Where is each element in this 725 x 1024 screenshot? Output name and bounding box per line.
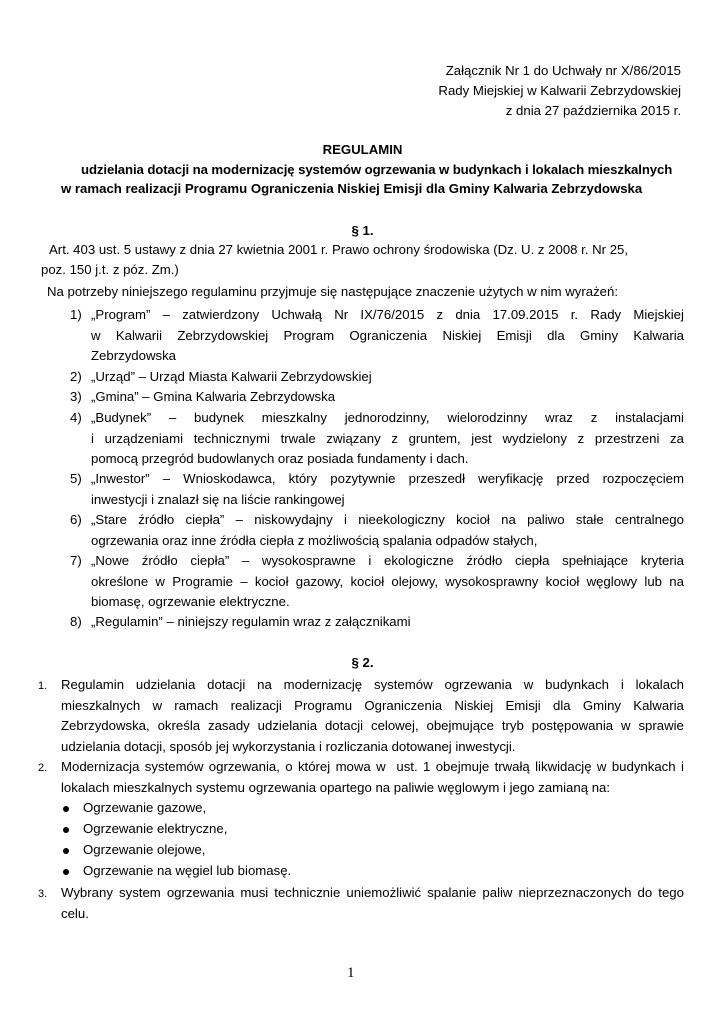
definition-text-line: Zebrzydowska <box>91 348 177 363</box>
definition-text-line: „Budynek” – budynek mieszkalny jednorodzinny, wielorodzinny wraz z instalacjami <box>91 410 684 425</box>
page-number: 1 <box>347 965 355 981</box>
definition-number: 1) <box>70 307 82 322</box>
heating-option-item: Ogrzewanie olejowe, <box>83 842 206 857</box>
section-2-heading: § 2. <box>351 655 374 670</box>
definition-text-line: inwestycji i znalazł się na liście rankingowej <box>91 491 345 507</box>
bullet-icon <box>63 848 69 854</box>
paragraph-text-line: udzielania dotacji, sposób jej wykorzystania i rozliczania dotowanej inwestycji. <box>61 738 516 754</box>
document-title: REGULAMIN <box>322 142 403 157</box>
legal-basis-line-1: Art. 403 ust. 5 ustawy z dnia 27 kwietnia 2001 r. Prawo ochrony środowiska (Dz. U. z 2008 r. Nr 25, <box>49 242 629 257</box>
definition-text-line: ogrzewania oraz inne źródła ciepła z możliwością spalania odpadów stałych, <box>91 532 538 548</box>
definition-text-line: pomocą przegród budowlanych oraz posiada fundamenty i dach. <box>91 451 469 466</box>
paragraph-number: 3. <box>38 888 48 900</box>
definition-text-line: określone w Programie – kocioł gazowy, kocioł olejowy, wysokosprawny kocioł węglowy lub na <box>91 573 684 589</box>
definition-number: 7) <box>70 553 82 568</box>
definition-text-line: w Kalwarii Zebrzydowskiej Program Ograniczenia Niskiej Emisji dla Gminy Kalwaria <box>91 327 684 343</box>
definition-number: 8) <box>70 614 82 629</box>
document-subtitle-line-2: w ramach realizacji Programu Ograniczenia Niskiej Emisji dla Gminy Kalwaria Zebrzydowska <box>61 181 643 196</box>
definition-number: 4) <box>70 410 82 425</box>
document-subtitle-line-1 <box>81 161 682 179</box>
paragraph-text-line: celu. <box>61 905 89 921</box>
heating-option-item: Ogrzewanie na węgiel lub biomasę. <box>83 863 292 878</box>
paragraph-text-line: Modernizacja systemów ogrzewania, o której mowa w ust. 1 obejmuje trwałą likwidację w budynkach i <box>61 759 684 774</box>
definition-number: 2) <box>70 369 82 384</box>
paragraph-number: 2. <box>38 762 48 774</box>
heating-option-item: Ogrzewanie elektryczne, <box>83 821 228 836</box>
definition-number: 5) <box>70 471 82 486</box>
paragraph-text-line: lokalach mieszkalnych systemu ogrzewania opartego na paliwie węglowym i jego zamianą na: <box>61 779 611 795</box>
section-1-heading: § 1. <box>351 223 374 238</box>
definition-text-line: „Inwestor” – Wnioskodawca, który pozytywnie przeszedł weryfikację przed rozpoczęciem <box>91 471 684 486</box>
header-line-3: z dnia 27 października 2015 r. <box>505 103 681 118</box>
definition-text-line: „Gmina” – Gmina Kalwaria Zebrzydowska <box>91 389 336 404</box>
definition-text-line: „Stare źródło ciepła” – niskowydajny i nieekologiczny kocioł na paliwo stałe centralnego <box>91 512 684 527</box>
definition-text-line: „Nowe źródło ciepła” – wysokosprawne i ekologiczne źródło ciepła spełniające kryteria <box>91 553 684 568</box>
paragraph-text-line: Zebrzydowska, określa zasady udzielania dotacji celowej, obejmujące tryb postępowania w sprawie <box>61 718 684 733</box>
paragraph-text-line: Regulamin udzielania dotacji na modernizację systemów ogrzewania w budynkach i lokalach <box>61 677 684 692</box>
definition-text-line: „Urząd” – Urząd Miasta Kalwarii Zebrzydowskiej <box>91 369 372 384</box>
legal-basis-line-2: poz. 150 j.t. z póz. Zm.) <box>41 262 179 277</box>
definition-text-line: i urządzeniami technicznymi trwale związany z gruntem, jest wydzielony z przestrzeni za <box>91 430 684 446</box>
bullet-icon <box>63 869 69 875</box>
header-line-2: Rady Miejskiej w Kalwarii Zebrzydowskiej <box>438 83 681 98</box>
bullet-icon <box>63 806 69 812</box>
definition-text-line: „Program” – zatwierdzony Uchwałą Nr IX/76/2015 z dnia 17.09.2015 r. Rady Miejskiej <box>91 307 684 322</box>
definition-text-line: biomasę, ogrzewanie elektryczne. <box>91 594 290 609</box>
definition-text-line: „Regulamin” – niniejszy regulamin wraz z załącznikami <box>91 614 411 629</box>
paragraph-number: 1. <box>38 680 48 692</box>
bullet-icon <box>63 827 69 833</box>
definitions-intro: Na potrzeby niniejszego regulaminu przyjmuje się następujące znaczenie użytych w nim wyrażeń: <box>47 284 619 299</box>
subtitle-text: udzielania dotacji na modernizację systemów ogrzewania w budynkach i lokalach mieszkalnych <box>81 162 673 177</box>
heating-option-item: Ogrzewanie gazowe, <box>83 800 207 815</box>
header-line-1: Załącznik Nr 1 do Uchwały nr X/86/2015 <box>445 63 681 78</box>
paragraph-text-line: Wybrany system ogrzewania musi technicznie uniemożliwić spalanie paliw nieprzeznaczonych do tego <box>61 885 684 900</box>
definition-number: 6) <box>70 512 82 527</box>
paragraph-text-line: mieszkalnych w ramach realizacji Programu Ograniczenia Niskiej Emisji dla Gminy Kalwaria <box>61 697 684 713</box>
definition-number: 3) <box>70 389 82 404</box>
